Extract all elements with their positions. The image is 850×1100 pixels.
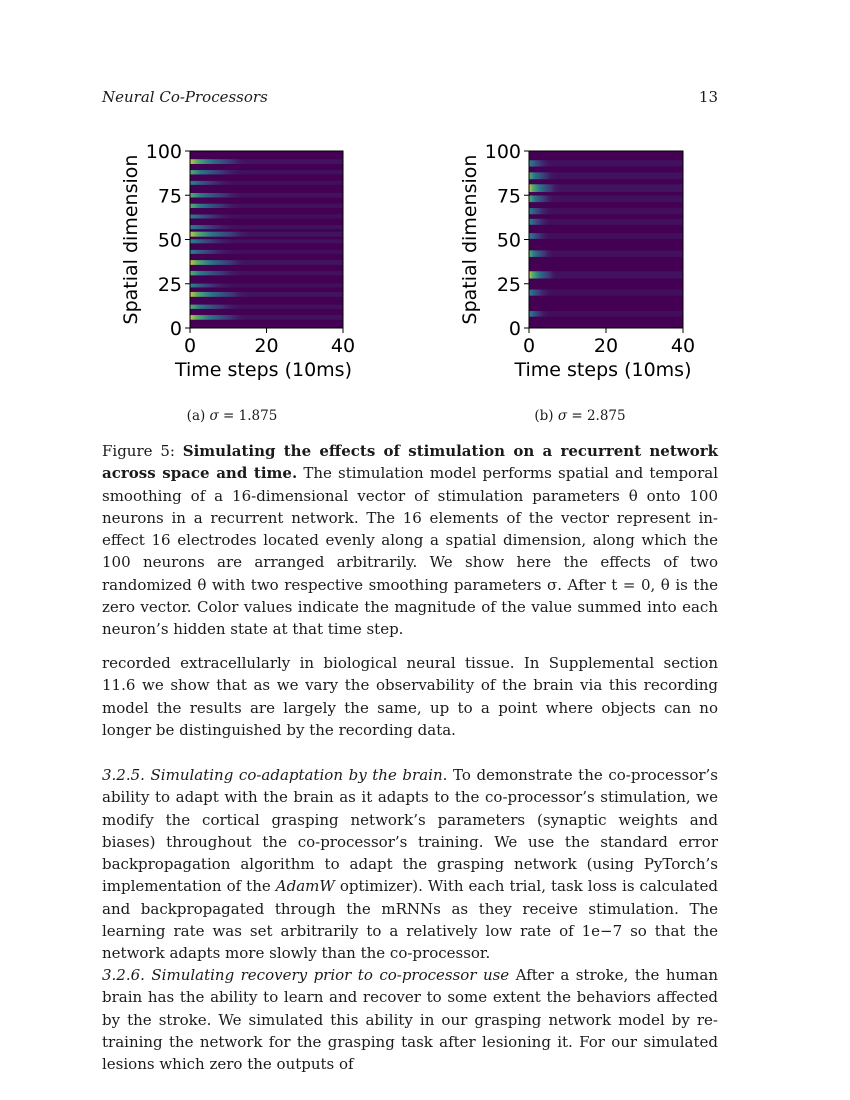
paragraph-recording: recorded extracellularly in biological neural tissue. In Supplemental section 11.6 we show that as we vary the observability of the brain via this recording model the results are largely the same, up to a point where objects can no longer be distinguished by the recording data. xyxy=(102,654,718,739)
y-tick-label: 25 xyxy=(496,273,521,296)
y-tick-label: 75 xyxy=(496,185,521,208)
x-axis-label: Time steps (10ms) xyxy=(514,359,692,381)
sigma-symbol: σ xyxy=(557,408,568,424)
page-number: 13 xyxy=(698,88,718,106)
x-tick-label: 40 xyxy=(670,335,696,357)
heatmap-stripe-tail xyxy=(529,160,683,166)
heatmap-stripe-tail xyxy=(190,193,343,198)
y-axis-label: Spatial dimension xyxy=(120,154,142,325)
heatmap-panel-b xyxy=(459,141,695,381)
heatmap-stripe-tail xyxy=(190,305,343,309)
y-tick-label: 50 xyxy=(496,229,521,252)
figure-5 xyxy=(0,0,850,440)
figure-caption xyxy=(102,440,718,641)
x-axis-label: Time steps (10ms) xyxy=(175,359,352,381)
heatmap-stripe-tail xyxy=(529,184,683,192)
heatmap-stripe-tail xyxy=(529,208,683,214)
section-heading-3-2-5: 3.2.5. Simulating co-adaptation by the brain. xyxy=(102,766,448,784)
heatmap-stripe-tail xyxy=(190,315,343,320)
heatmap-stripe-tail xyxy=(190,181,343,185)
heatmap-stripe-tail xyxy=(190,284,343,288)
heatmap-stripe-tail xyxy=(529,172,683,179)
caption-body: The stimulation model performs spatial and temporal smoothing of a 16-dimensional vector of stimulation parameters θ onto 100 neurons in a recurrent network. The 16 elements of the vector represent in-effect 16 electrodes located evenly along a spatial dimension, along which the 100 neurons are arranged arbitrarily. We show here the effects of two randomized θ with two respective smoothing parameters σ. After t = 0, θ is the zero vector. Color values indicate the magnitude of the value summed into each neuron’s hidden state at that time step. xyxy=(102,464,719,639)
heatmap-stripe-tail xyxy=(190,159,343,164)
paragraph-recovery: 3.2.6. Simulating recovery prior to co-processor use After a stroke, the human brain has the ability to learn and recover to some extent the behaviors affected by the stroke. We simulated this ability in our grasping network model by re-training the network for the grasping task after lesioning it. For our simulated lesions which zero the outputs of xyxy=(102,966,719,1074)
section-heading-3-2-6: 3.2.6. Simulating recovery prior to co-processor use xyxy=(102,966,510,984)
heatmap-stripe-tail xyxy=(190,239,343,243)
heatmap-stripe-tail xyxy=(190,292,343,297)
y-axis-label: Spatial dimension xyxy=(459,154,481,325)
y-tick-label: 100 xyxy=(145,141,182,163)
heatmap-stripe-tail xyxy=(190,170,343,174)
heatmap-stripe-tail xyxy=(529,271,683,278)
heatmap-stripe-tail xyxy=(529,290,683,296)
x-tick-label: 40 xyxy=(330,335,356,357)
heatmap-stripe-tail xyxy=(529,311,683,317)
running-title: Neural Co-Processors xyxy=(102,88,268,106)
caption-label: Figure 5: xyxy=(102,442,183,460)
subcaption-a: (a) σ = 1.875 xyxy=(186,408,278,424)
heatmap-stripe-tail xyxy=(529,233,683,239)
heatmap-stripe-tail xyxy=(190,232,343,237)
x-tick-label: 20 xyxy=(593,335,619,357)
subcaption-b: (b) σ = 2.875 xyxy=(534,408,626,424)
heatmap-stripe-tail xyxy=(190,215,343,219)
caption-title: Simulating the effects of stimulation on a recurrent network across space and time. xyxy=(102,442,718,483)
heatmap-panel-a xyxy=(120,141,355,381)
heatmap-stripe-tail xyxy=(529,219,683,225)
heatmap-stripe-tail xyxy=(190,225,343,229)
heatmap-stripe-tail xyxy=(190,204,343,208)
heatmap-stripe-tail xyxy=(190,271,343,275)
sigma-symbol: σ xyxy=(209,408,219,424)
x-tick-label: 0 xyxy=(522,335,536,357)
paragraph-coadaptation: 3.2.5. Simulating co-adaptation by the brain. To demonstrate the co-processor’s ability to adapt with the brain as it adapts to the co-processor’s stimulation, we modify the cortical grasping network’s parameters (synaptic weights and biases) throughout the co-processor’s training. We use the standard error backpropagation algorithm to adapt the grasping network (using PyTorch’s implementation of the AdamW optimizer). With each trial, task loss is calculated and backpropagated through the mRNNs as they receive stimulation. The learning rate was set arbitrarily to a relatively low rate of 1e−7 so that the network adapts more slowly than the co-processor. xyxy=(102,766,718,963)
x-tick-label: 0 xyxy=(183,335,197,357)
heatmap-stripe-tail xyxy=(529,250,683,256)
x-tick-label: 20 xyxy=(254,335,279,357)
heatmap-stripe-tail xyxy=(529,195,683,202)
y-tick-label: 50 xyxy=(157,229,182,252)
heatmap-stripe-tail xyxy=(190,250,343,254)
y-tick-label: 75 xyxy=(157,185,182,208)
heatmap-stripe-tail xyxy=(190,260,343,265)
y-tick-label: 0 xyxy=(508,318,521,340)
y-tick-label: 0 xyxy=(169,318,182,340)
y-tick-label: 100 xyxy=(484,141,521,163)
y-tick-label: 25 xyxy=(157,273,182,296)
